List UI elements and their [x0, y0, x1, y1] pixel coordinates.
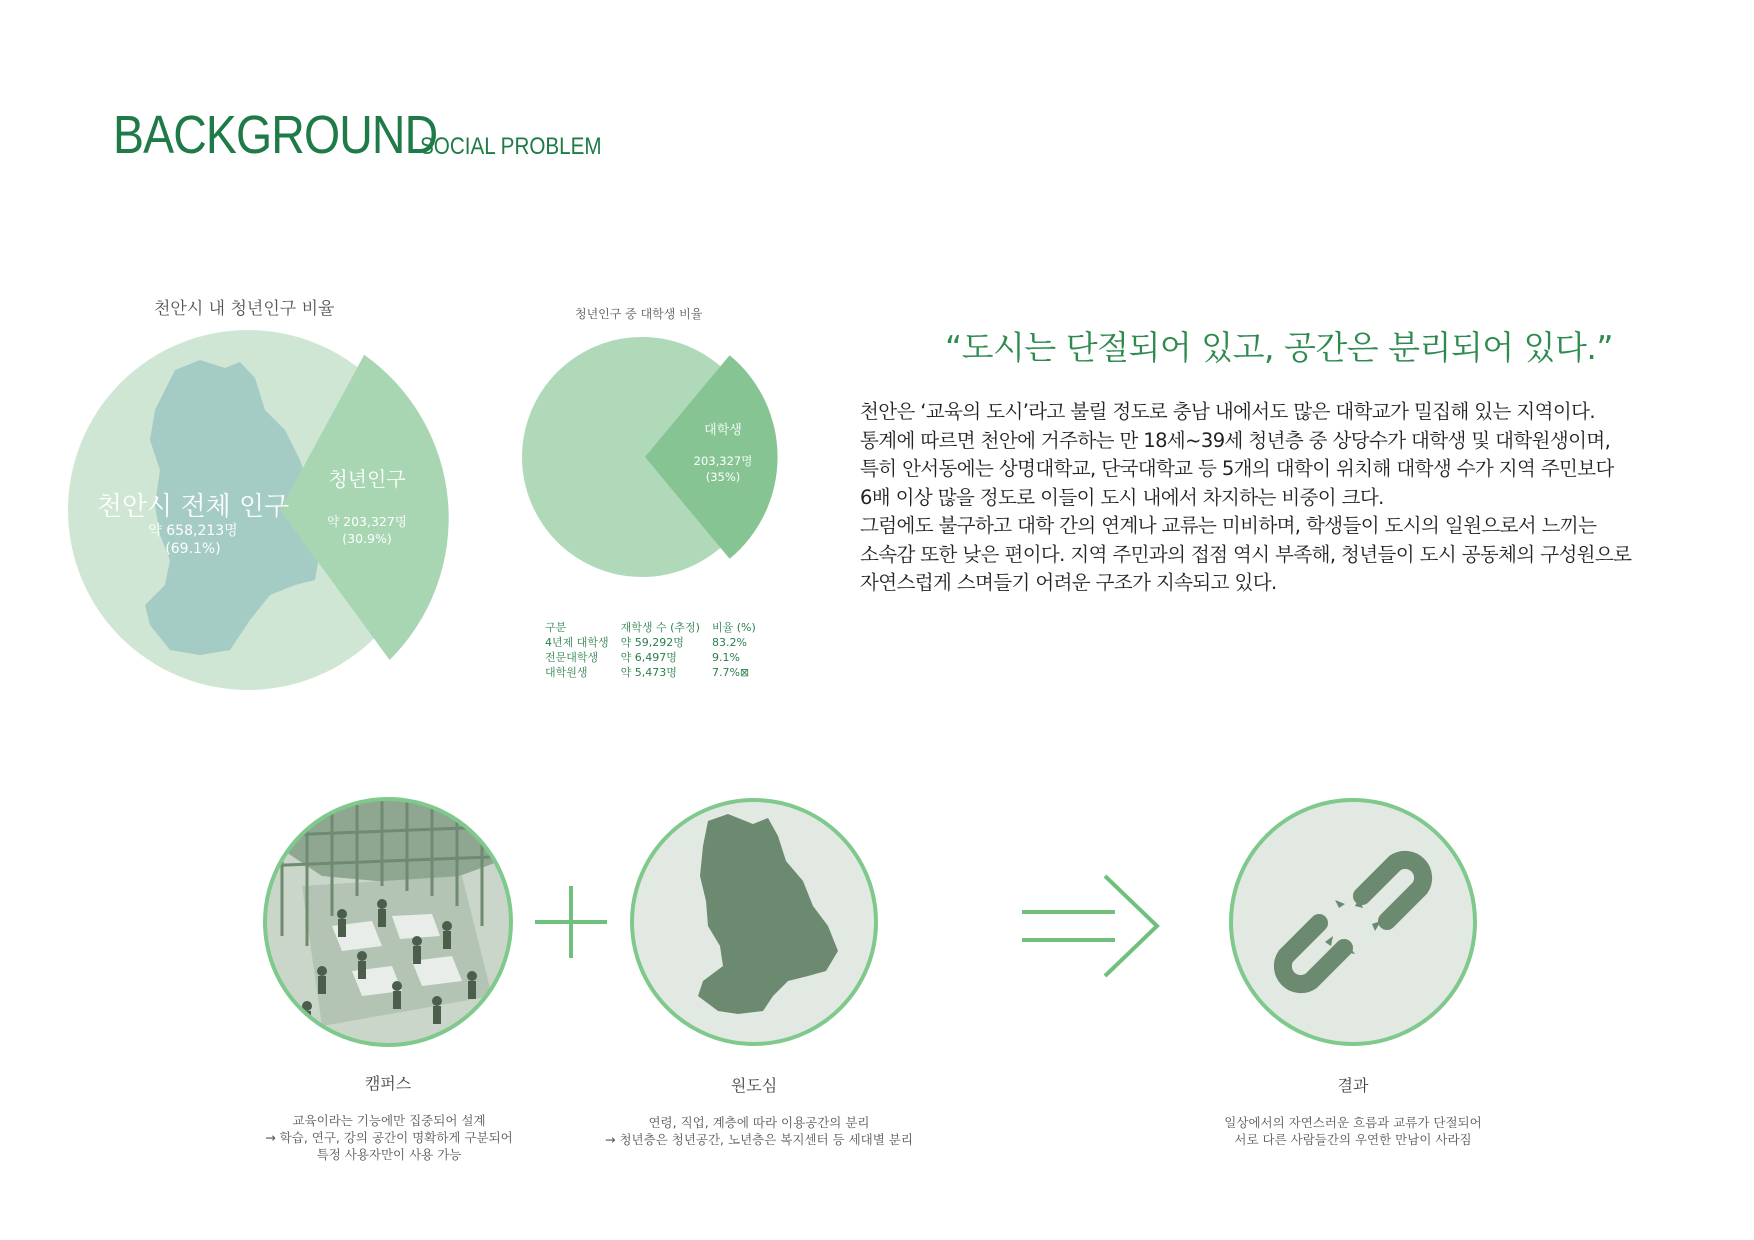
page-subtitle: SOCIAL PROBLEM	[420, 133, 602, 160]
body-line: 통계에 따르면 천안에 거주하는 만 18세~39세 청년층 중 상당수가 대학생 및 대학원생이며,	[860, 428, 1611, 452]
table-cell: 4년제 대학생	[545, 636, 609, 649]
downtown-map-illustration	[628, 796, 880, 1048]
result-description	[1213, 1114, 1493, 1148]
chart2-percent-students: (35%)	[705, 470, 741, 484]
table-cell: 7.7%⊠	[711, 666, 750, 679]
chart1-percent-total: (69.1%)	[165, 541, 221, 557]
chart1-label-youth: 청년인구	[328, 467, 406, 491]
table-header-cell: 구분	[545, 621, 567, 634]
table-header-cell: 비율 (%)	[711, 621, 756, 634]
table-cell: 대학원생	[545, 666, 588, 679]
student-stat-table	[545, 620, 768, 680]
body-line: 그럼에도 불구하고 대학 간의 연계나 교류는 미비하며, 학생들이 도시의 일원으로서 느끼는	[860, 514, 1597, 537]
campus-description	[263, 1112, 515, 1163]
chart2-title: 청년인구 중 대학생 비율	[575, 307, 703, 321]
desc-line: 연령, 직업, 계층에 따라 이용공간의 분리	[648, 1115, 870, 1130]
body-line: 특히 안서동에는 상명대학교, 단국대학교 등 5개의 대학이 위치해 대학생 수가 지역 주민보다	[860, 457, 1614, 480]
desc-line: 일상에서의 자연스러운 흐름과 교류가 단절되어	[1224, 1115, 1482, 1130]
desc-line: → 학습, 연구, 강의 공간이 명확하게 구분되어	[265, 1130, 513, 1145]
desc-line: 서로 다른 사람들간의 우연한 만남이 사라짐	[1234, 1132, 1472, 1147]
table-cell: 83.2%	[711, 636, 747, 649]
chart2-label-students: 대학생	[704, 423, 742, 438]
campus-illustration	[262, 796, 514, 1048]
table-cell: 전문대학생	[545, 651, 599, 664]
chart1-pie	[60, 320, 460, 700]
chart1-label-total: 천안시 전체 인구	[96, 492, 290, 522]
body-line: 자연스럽게 스며들기 어려운 구조가 지속되고 있다.	[860, 571, 1277, 594]
campus-label: 캠퍼스	[364, 1074, 412, 1093]
downtown-label: 원도심	[730, 1076, 778, 1095]
body-line: 소속감 또한 낮은 편이다. 지역 주민과의 접점 역시 부족해, 청년들이 도시 공동체의 구성원으로	[860, 542, 1632, 566]
downtown-description	[594, 1114, 924, 1148]
desc-line: 특정 사용자만이 사용 가능	[316, 1147, 462, 1162]
chart1-title: 천안시 내 청년인구 비율	[154, 299, 335, 319]
chart2-pie	[510, 330, 790, 590]
table-header-cell: 재학생 수 (추정)	[620, 621, 700, 634]
desc-line: → 청년층은 청년공간, 노년층은 복지센터 등 세대별 분리	[605, 1132, 913, 1147]
body-line: 6배 이상 많을 정도로 이들이 도시 내에서 차지하는 비중이 크다.	[860, 485, 1384, 509]
plus-icon	[533, 884, 609, 960]
chart1-value-youth: 약 203,327명	[327, 514, 407, 529]
table-cell: 약 5,473명	[620, 666, 677, 679]
table-cell: 약 59,292명	[620, 636, 684, 649]
broken-chain-illustration	[1227, 796, 1479, 1048]
headline-quote: “도시는 단절되어 있고, 공간은 분리되어 있다.”	[945, 328, 1613, 367]
table-cell: 약 6,497명	[620, 651, 677, 664]
body-line: 천안은 ‘교육의 도시’라고 불릴 정도로 충남 내에서도 많은 대학교가 밀집해 있는 지역이다.	[860, 400, 1595, 423]
table-row	[545, 650, 768, 665]
page-title: BACKGROUND	[113, 105, 438, 165]
body-paragraph	[860, 398, 1730, 598]
implies-arrow-icon	[1020, 870, 1165, 982]
chart2-value-students: 203,327명	[693, 454, 753, 468]
table-header-row	[545, 620, 768, 635]
chart1-percent-youth: (30.9%)	[342, 531, 392, 546]
result-label: 결과	[1337, 1076, 1369, 1095]
chart1-value-total: 약 658,213명	[148, 523, 238, 539]
table-cell: 9.1%	[711, 651, 740, 664]
table-row	[545, 665, 768, 680]
desc-line: 교육이라는 기능에만 집중되어 설계	[292, 1113, 486, 1128]
table-row	[545, 635, 768, 650]
